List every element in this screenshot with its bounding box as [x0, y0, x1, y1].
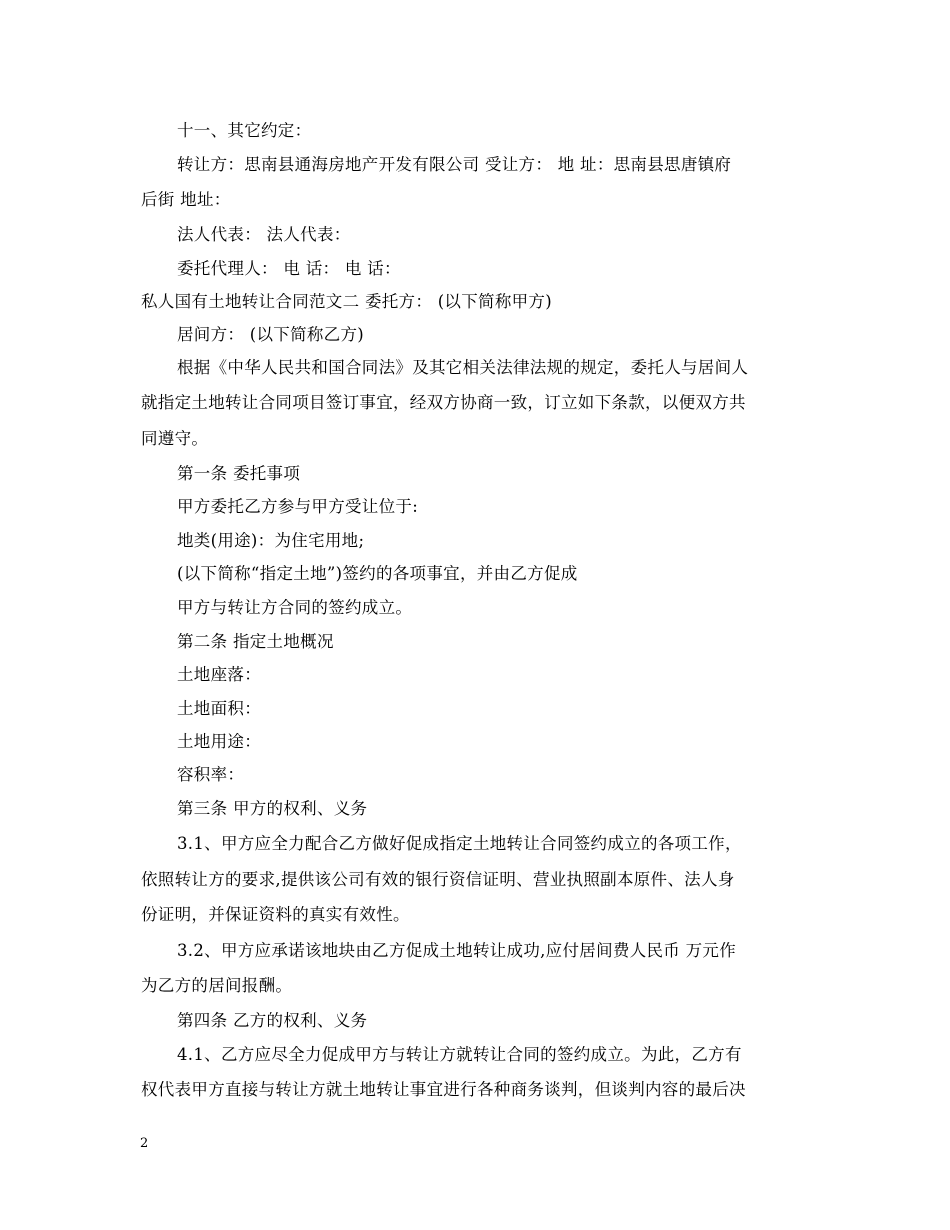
- text-line: 甲方委托乙方参与甲方受让位于:: [177, 497, 419, 516]
- text-line: 第一条 委托事项: [177, 464, 301, 483]
- text-line: (以下简称“指定土地”)签约的各项事宜，并由乙方促成: [177, 564, 578, 583]
- text-line: 法人代表： 法人代表：: [177, 225, 351, 244]
- text-line: 居间方： (以下简称乙方): [177, 325, 365, 344]
- text-line: 土地用途：: [177, 732, 261, 751]
- text-line: 地类(用途)：为住宅用地;: [177, 531, 365, 550]
- text-line: 为乙方的居间报酬。: [141, 976, 293, 995]
- page-number: 2: [140, 1136, 149, 1151]
- text-line: 3.1、甲方应全力配合乙方做好促成指定土地转让合同签约成立的各项工作，: [177, 834, 742, 853]
- text-line: 甲方与转让方合同的签约成立。: [177, 598, 413, 617]
- text-line: 就指定土地转让合同项目签订事宜，经双方协商一致，订立如下条款，以便双方共: [141, 393, 746, 412]
- text-line: 权代表甲方直接与转让方就土地转让事宜进行各种商务谈判，但谈判内容的最后决: [141, 1080, 746, 1099]
- text-line: 转让方：思南县通海房地产开发有限公司 受让方： 地 址：思南县思唐镇府: [177, 155, 732, 174]
- text-line: 3.2、甲方应承诺该地块由乙方促成土地转让成功,应付居间费人民币 万元作: [177, 941, 737, 960]
- text-line: 份证明，并保证资料的真实有效性。: [141, 905, 410, 924]
- text-line: 根据《中华人民共和国合同法》及其它相关法律法规的规定，委托人与居间人: [177, 358, 749, 377]
- text-line: 十一、其它约定：: [177, 121, 312, 140]
- text-line: 土地面积：: [177, 699, 261, 718]
- text-line: 4.1、乙方应尽全力促成甲方与转让方就转让合同的签约成立。为此，乙方有: [177, 1045, 742, 1064]
- text-line: 私人国有土地转让合同范文二 委托方： (以下简称甲方): [141, 292, 552, 311]
- text-line: 后街 地址：: [141, 190, 231, 209]
- text-line: 第二条 指定土地概况: [177, 632, 334, 651]
- text-line: 土地座落：: [177, 665, 261, 684]
- text-line: 委托代理人： 电 话： 电 话：: [177, 259, 401, 278]
- text-line: 第四条 乙方的权利、义务: [177, 1011, 368, 1030]
- text-line: 第三条 甲方的权利、义务: [177, 799, 368, 818]
- text-line: 同遵守。: [141, 429, 209, 448]
- text-line: 容积率：: [177, 765, 245, 784]
- text-line: 依照转让方的要求,提供该公司有效的银行资信证明、营业执照副本原件、法人身: [141, 870, 735, 889]
